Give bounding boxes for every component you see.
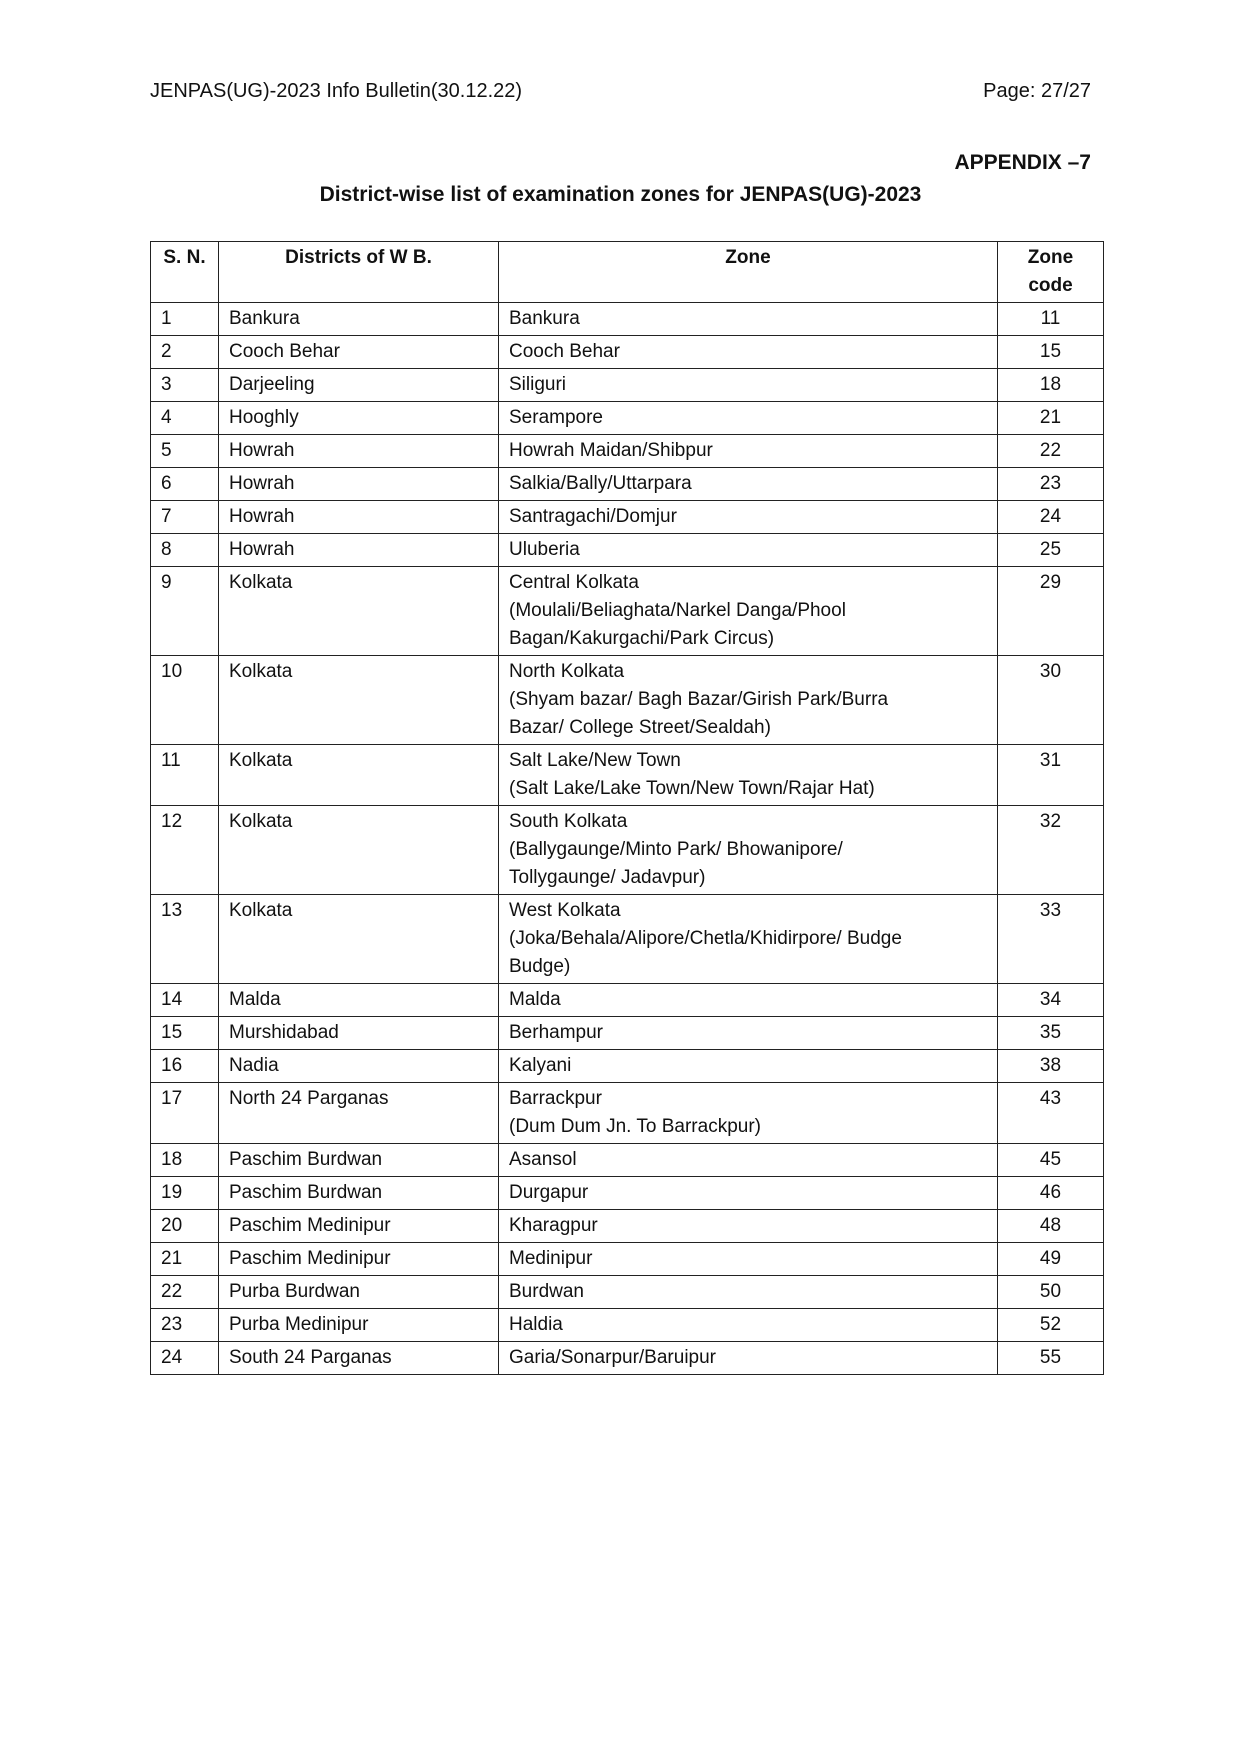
cell-district: Howrah (219, 501, 499, 534)
table-row (151, 303, 1104, 336)
cell-serial-number: 22 (151, 1276, 219, 1309)
cell-serial-number: 18 (151, 1144, 219, 1177)
cell-zone (499, 1309, 998, 1342)
table-row (151, 501, 1104, 534)
cell-zone-code: 50 (998, 1276, 1104, 1309)
header-zone: Zone (499, 242, 998, 303)
cell-district: South 24 Parganas (219, 1342, 499, 1375)
zone-line: Budge) (509, 956, 571, 977)
table-row (151, 745, 1104, 806)
cell-serial-number: 15 (151, 1017, 219, 1050)
cell-serial-number: 17 (151, 1083, 219, 1144)
zone-line: Berhampur (509, 1022, 603, 1043)
cell-zone (499, 402, 998, 435)
zone-line: Kharagpur (509, 1215, 598, 1236)
table-row (151, 534, 1104, 567)
cell-zone-code: 52 (998, 1309, 1104, 1342)
table-row (151, 1276, 1104, 1309)
cell-district: Paschim Medinipur (219, 1210, 499, 1243)
header-district: Districts of W B. (219, 242, 499, 303)
page-title: District-wise list of examination zones for JENPAS(UG)-2023 (319, 183, 922, 206)
cell-district: Kolkata (219, 895, 499, 984)
cell-serial-number: 4 (151, 402, 219, 435)
zone-line: Barrackpur (509, 1088, 602, 1109)
cell-zone (499, 806, 998, 895)
cell-zone-code: 29 (998, 567, 1104, 656)
zones-table (150, 241, 1104, 1375)
cell-district: Paschim Medinipur (219, 1243, 499, 1276)
cell-zone (499, 1017, 998, 1050)
zone-line: Serampore (509, 407, 603, 428)
cell-serial-number: 24 (151, 1342, 219, 1375)
zone-line: Uluberia (509, 539, 580, 560)
cell-serial-number: 12 (151, 806, 219, 895)
cell-zone (499, 1177, 998, 1210)
cell-district: Kolkata (219, 656, 499, 745)
zone-line: Bagan/Kakurgachi/Park Circus) (509, 628, 775, 649)
cell-serial-number: 10 (151, 656, 219, 745)
cell-zone (499, 1243, 998, 1276)
cell-zone (499, 567, 998, 656)
table-row (151, 806, 1104, 895)
cell-zone-code: 18 (998, 369, 1104, 402)
table-row (151, 402, 1104, 435)
zone-line: Central Kolkata (509, 572, 639, 593)
cell-serial-number: 16 (151, 1050, 219, 1083)
cell-district: Kolkata (219, 745, 499, 806)
cell-zone-code: 45 (998, 1144, 1104, 1177)
table-row (151, 1144, 1104, 1177)
zone-line: Howrah Maidan/Shibpur (509, 440, 713, 461)
zone-line: (Shyam bazar/ Bagh Bazar/Girish Park/Burra (509, 689, 889, 710)
appendix-label: APPENDIX –7 (954, 151, 1091, 174)
zone-line: Durgapur (509, 1182, 589, 1203)
cell-zone (499, 435, 998, 468)
zone-line: South Kolkata (509, 811, 628, 832)
cell-serial-number: 2 (151, 336, 219, 369)
cell-serial-number: 6 (151, 468, 219, 501)
zone-line: Malda (509, 989, 561, 1010)
zone-line: Salt Lake/New Town (509, 750, 681, 771)
table-row (151, 1050, 1104, 1083)
table-row (151, 1177, 1104, 1210)
cell-zone (499, 336, 998, 369)
cell-zone-code: 21 (998, 402, 1104, 435)
table-row (151, 895, 1104, 984)
zone-line: (Ballygaunge/Minto Park/ Bhowanipore/ (509, 839, 843, 860)
cell-zone (499, 1083, 998, 1144)
cell-serial-number: 20 (151, 1210, 219, 1243)
cell-serial-number: 14 (151, 984, 219, 1017)
table-row (151, 1309, 1104, 1342)
table-row (151, 1210, 1104, 1243)
header-zone-code-line2: code (1028, 275, 1073, 296)
cell-serial-number: 8 (151, 534, 219, 567)
cell-zone-code: 31 (998, 745, 1104, 806)
cell-serial-number: 1 (151, 303, 219, 336)
cell-zone (499, 1210, 998, 1243)
cell-serial-number: 5 (151, 435, 219, 468)
zone-line: Kalyani (509, 1055, 572, 1076)
zone-line: (Moulali/Beliaghata/Narkel Danga/Phool (509, 600, 846, 621)
cell-zone-code: 43 (998, 1083, 1104, 1144)
zone-line: (Joka/Behala/Alipore/Chetla/Khidirpore/ Budge (509, 928, 902, 949)
zone-line: Salkia/Bally/Uttarpara (509, 473, 692, 494)
zone-line: North Kolkata (509, 661, 625, 682)
cell-zone-code: 38 (998, 1050, 1104, 1083)
cell-zone (499, 1144, 998, 1177)
cell-zone (499, 656, 998, 745)
zone-line: Haldia (509, 1314, 563, 1335)
header-page-number: Page: 27/27 (983, 80, 1091, 102)
cell-serial-number: 21 (151, 1243, 219, 1276)
cell-district: Purba Medinipur (219, 1309, 499, 1342)
cell-zone (499, 468, 998, 501)
zone-line: Asansol (509, 1149, 577, 1170)
cell-district: Kolkata (219, 567, 499, 656)
cell-zone-code: 11 (998, 303, 1104, 336)
cell-zone (499, 984, 998, 1017)
zone-line: Tollygaunge/ Jadavpur) (509, 867, 706, 888)
table-row (151, 656, 1104, 745)
cell-serial-number: 7 (151, 501, 219, 534)
table-row (151, 1243, 1104, 1276)
cell-district: Howrah (219, 534, 499, 567)
cell-zone-code: 55 (998, 1342, 1104, 1375)
cell-zone-code: 35 (998, 1017, 1104, 1050)
cell-zone-code: 25 (998, 534, 1104, 567)
cell-serial-number: 19 (151, 1177, 219, 1210)
cell-zone-code: 15 (998, 336, 1104, 369)
cell-district: Malda (219, 984, 499, 1017)
cell-zone (499, 745, 998, 806)
zone-line: Medinipur (509, 1248, 593, 1269)
cell-zone-code: 23 (998, 468, 1104, 501)
table-row (151, 369, 1104, 402)
zone-line: West Kolkata (509, 900, 621, 921)
cell-zone (499, 1276, 998, 1309)
zone-line: Siliguri (509, 374, 567, 395)
cell-zone-code: 33 (998, 895, 1104, 984)
header-serial-number: S. N. (151, 242, 219, 303)
table-row (151, 567, 1104, 656)
cell-district: Murshidabad (219, 1017, 499, 1050)
cell-zone-code: 24 (998, 501, 1104, 534)
table-row (151, 1017, 1104, 1050)
cell-serial-number: 3 (151, 369, 219, 402)
cell-zone (499, 369, 998, 402)
header-zone-code-line1: Zone (1027, 247, 1074, 268)
cell-district: Paschim Burdwan (219, 1177, 499, 1210)
zone-line: (Dum Dum Jn. To Barrackpur) (509, 1116, 761, 1137)
table-row (151, 435, 1104, 468)
cell-zone (499, 534, 998, 567)
cell-district: Purba Burdwan (219, 1276, 499, 1309)
cell-zone-code: 46 (998, 1177, 1104, 1210)
cell-serial-number: 23 (151, 1309, 219, 1342)
zone-line: Cooch Behar (509, 341, 620, 362)
zone-line: (Salt Lake/Lake Town/New Town/Rajar Hat) (509, 778, 875, 799)
cell-district: Cooch Behar (219, 336, 499, 369)
header-zone-code (998, 242, 1104, 303)
table-row (151, 468, 1104, 501)
cell-district: Darjeeling (219, 369, 499, 402)
header-bulletin-title: JENPAS(UG)-2023 Info Bulletin(30.12.22) (150, 80, 523, 102)
cell-zone (499, 501, 998, 534)
cell-serial-number: 11 (151, 745, 219, 806)
cell-serial-number: 13 (151, 895, 219, 984)
cell-zone-code: 49 (998, 1243, 1104, 1276)
table-body (151, 303, 1104, 1375)
cell-zone (499, 895, 998, 984)
cell-zone-code: 48 (998, 1210, 1104, 1243)
cell-district: Kolkata (219, 806, 499, 895)
cell-district: Bankura (219, 303, 499, 336)
cell-district: Paschim Burdwan (219, 1144, 499, 1177)
cell-zone-code: 32 (998, 806, 1104, 895)
zone-line: Bazar/ College Street/Sealdah) (509, 717, 771, 738)
table-row (151, 984, 1104, 1017)
cell-zone-code: 34 (998, 984, 1104, 1017)
table-row (151, 336, 1104, 369)
cell-zone-code: 22 (998, 435, 1104, 468)
cell-district: Howrah (219, 435, 499, 468)
table-header-row (151, 242, 1104, 303)
cell-district: Hooghly (219, 402, 499, 435)
table-row (151, 1342, 1104, 1375)
zone-line: Bankura (509, 308, 580, 329)
zone-line: Burdwan (509, 1281, 584, 1302)
zone-line: Garia/Sonarpur/Baruipur (509, 1347, 716, 1368)
cell-zone-code: 30 (998, 656, 1104, 745)
cell-district: North 24 Parganas (219, 1083, 499, 1144)
zone-line: Santragachi/Domjur (509, 506, 677, 527)
cell-zone (499, 1342, 998, 1375)
table-row (151, 1083, 1104, 1144)
cell-serial-number: 9 (151, 567, 219, 656)
cell-district: Nadia (219, 1050, 499, 1083)
cell-zone (499, 303, 998, 336)
cell-zone (499, 1050, 998, 1083)
cell-district: Howrah (219, 468, 499, 501)
